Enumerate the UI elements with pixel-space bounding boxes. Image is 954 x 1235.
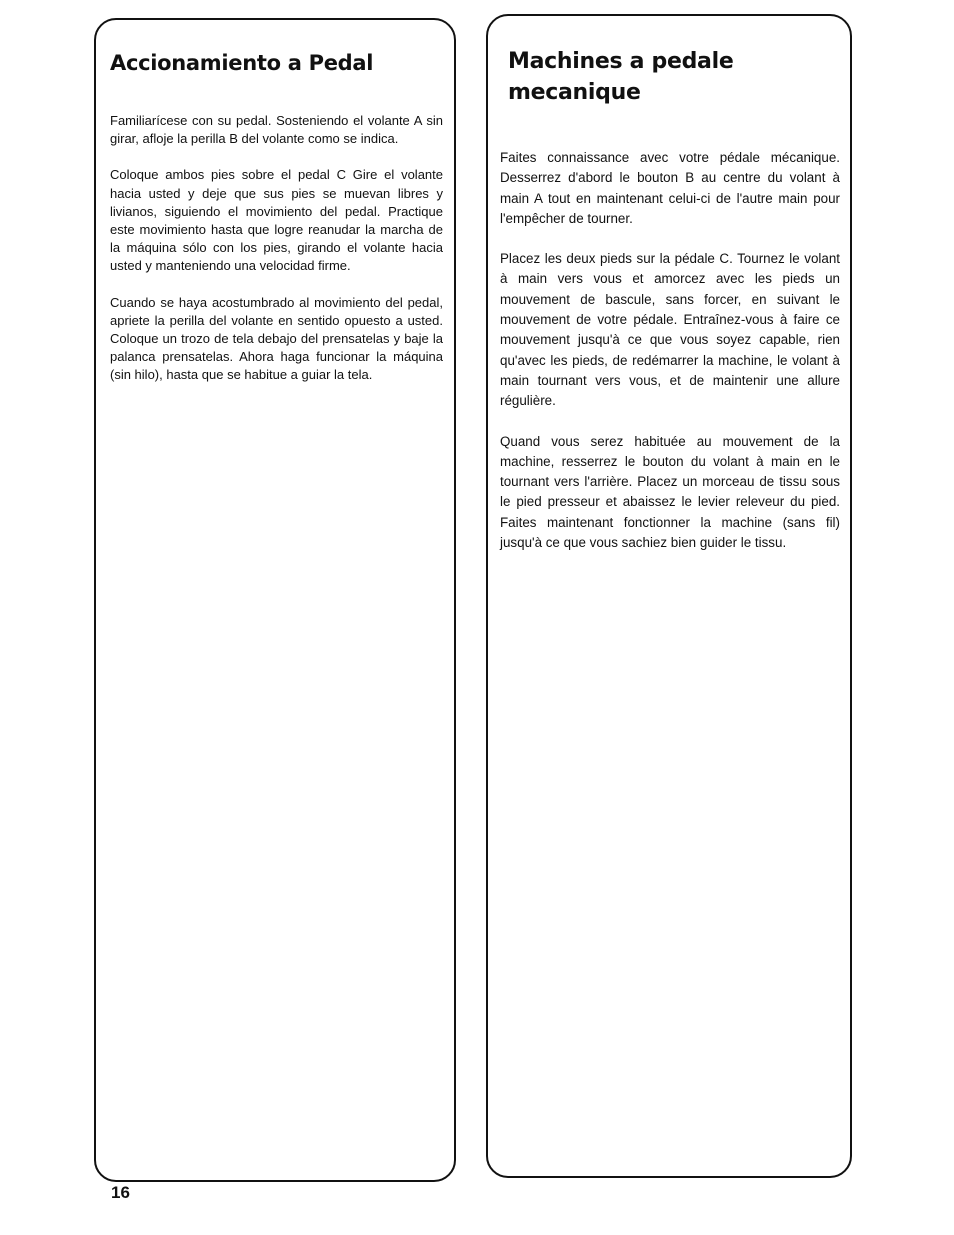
french-heading: Machines a pedale mecanique xyxy=(508,49,734,105)
spanish-paragraph-1: Familiarícese con su pedal. Sosteniendo el volante A sin girar, afloje la perilla B del volante como se indica. xyxy=(110,113,443,147)
page-number: 16 xyxy=(111,1183,130,1202)
spanish-section-panel xyxy=(94,18,456,1182)
spanish-body-text xyxy=(110,112,443,403)
spanish-paragraph-2: Coloque ambos pies sobre el pedal C Gire el volante hacia usted y deje que sus pies se muevan libres y livianos, siguiendo el movimiento del pedal. Practique este movimiento hasta que logre reanudar la marcha de la máquina sólo con los pies, girando el volante hacia usted y manteniendo una velocidad firme. xyxy=(110,167,443,274)
spanish-heading: Accionamiento a Pedal xyxy=(110,51,374,75)
french-paragraph-1: Faites connaissance avec votre pédale mécanique. Desserrez d'abord le bouton B au centre du volant à main A tout en maintenant celui-ci de l'autre main pour l'empêcher de tourner. xyxy=(500,150,840,226)
french-paragraph-2: Placez les deux pieds sur la pédale C. Tournez le volant à main vers vous et amorcez avec les pieds un mouvement de bascule, sans forcer, en suivant le mouvement de votre pédale. Entraînez-vous à faire ce mouvement jusqu'à ce que vous soyez capable, rien qu'avec les pieds, de redémarrer la machine, le volant à main tournant vers vous, et de maintenir une allure régulière. xyxy=(500,251,840,409)
spanish-paragraph-3: Cuando se haya acostumbrado al movimiento del pedal, apriete la perilla del volante en sentido opuesto a usted. Coloque un trozo de tela debajo del prensatelas y baje la palanca prensatelas. Ahora haga funcionar la máquina (sin hilo), hasta que se habitue a guiar la tela. xyxy=(110,294,443,383)
french-section-panel xyxy=(486,14,852,1178)
french-paragraph-3: Quand vous serez habituée au mouvement de la machine, resserrez le bouton du volant à main en le tournant vers l'arrière. Placez un morceau de tissu sous le pied presseur et abaissez le levier releveur du pied. Faites maintenant fonctionner la machine (sans fil) jusqu'à ce que vous sachiez bien guider le tissu. xyxy=(500,433,840,551)
french-body-text xyxy=(500,148,840,573)
